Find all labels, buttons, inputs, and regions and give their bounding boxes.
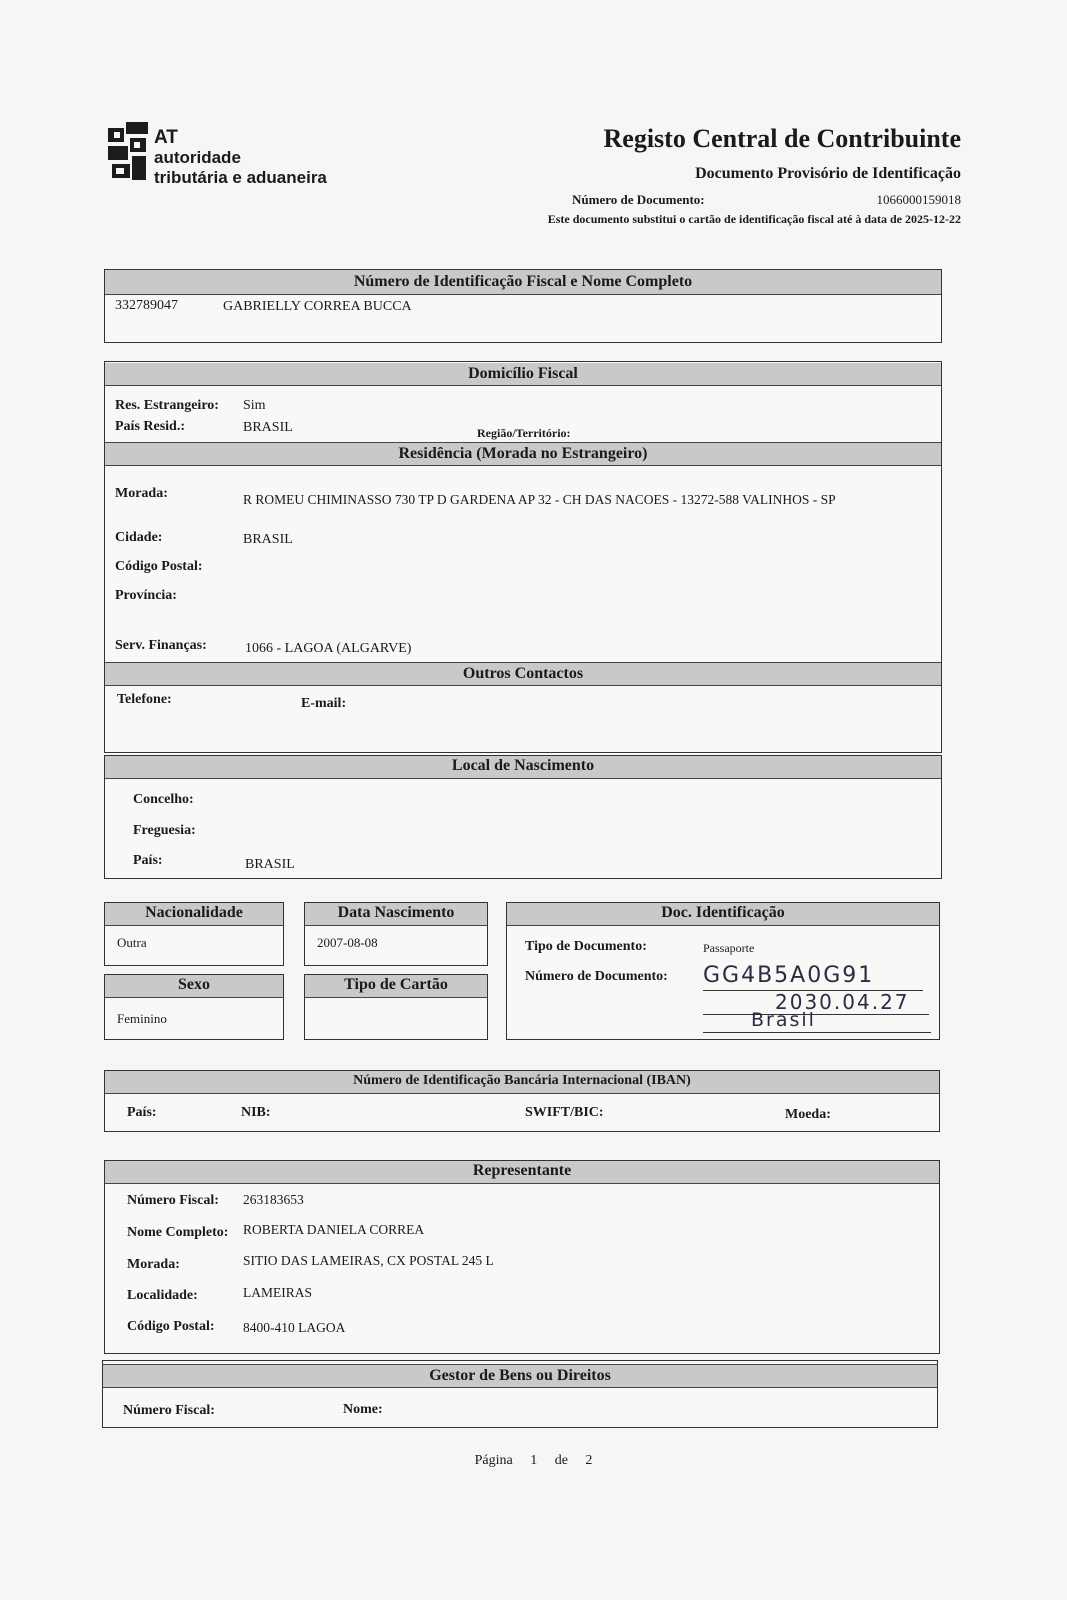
res-estrangeiro-label: Res. Estrangeiro: [115, 398, 219, 413]
logo-line-2: tributária e aduaneira [154, 168, 327, 187]
freguesia-label: Freguesia: [133, 823, 196, 838]
tipo-cartao-box [304, 974, 488, 1040]
pais-resid-label: País Resid.: [115, 419, 185, 434]
serv-financas-label: Serv. Finanças: [115, 638, 207, 653]
handwritten-expiry-date: 2030.04.27 [775, 990, 910, 1014]
nascimento-section [104, 755, 942, 879]
doc-number-label: Número de Documento: [572, 192, 705, 207]
nif-section-title: Número de Identificação Fiscal e Nome Completo [105, 270, 941, 295]
iban-title: Número de Identificação Bancária Internacional (IBAN) [105, 1071, 939, 1094]
email-label: E-mail: [301, 696, 347, 711]
cidade-value: BRASIL [243, 532, 293, 547]
sexo-title: Sexo [105, 975, 283, 998]
tipo-cartao-title: Tipo de Cartão [305, 975, 487, 998]
rep-morada-value: SITIO DAS LAMEIRAS, CX POSTAL 245 L [243, 1253, 494, 1268]
domicilio-section [104, 361, 942, 753]
handwritten-country: Brasil [751, 1009, 816, 1031]
iban-section [104, 1070, 940, 1132]
rep-morada-label: Morada: [127, 1257, 180, 1272]
rep-codigo-postal-label: Código Postal: [127, 1319, 215, 1334]
page-label: Página [474, 1453, 513, 1468]
representante-section [104, 1160, 940, 1354]
nif-value: 332789047 [115, 298, 178, 313]
morada-value: R ROMEU CHIMINASSO 730 TP D GARDENA AP 32 - CH DAS NACOES - 13272-588 VALINHOS - SP [243, 492, 836, 507]
telefone-label: Telefone: [117, 692, 172, 707]
res-estrangeiro-value: Sim [243, 398, 266, 413]
residencia-title: Residência (Morada no Estrangeiro) [105, 442, 941, 466]
pais-nascimento-label: País: [133, 853, 163, 868]
rep-nome-label: Nome Completo: [127, 1225, 229, 1240]
handwritten-document-number: GG4B5A0G91 [703, 963, 875, 988]
nacionalidade-title: Nacionalidade [105, 903, 283, 926]
provincia-label: Província: [115, 588, 177, 603]
document-title: Registo Central de Contribuinte [603, 124, 961, 153]
pais-resid-value: BRASIL [243, 420, 293, 435]
morada-label: Morada: [115, 486, 168, 501]
page-footer [0, 1453, 1067, 1469]
cidade-label: Cidade: [115, 530, 163, 545]
document-subtitle: Documento Provisório de Identificação [695, 165, 961, 182]
tipo-documento-value: Passaporte [703, 941, 755, 955]
doc-identificacao-title: Doc. Identificação [507, 903, 939, 926]
pais-nascimento-value: BRASIL [245, 857, 295, 872]
gestor-nome-label: Nome: [343, 1402, 383, 1417]
validity-note: Este documento substitui o cartão de identificação fiscal até à data de 2025-12-22 [547, 212, 961, 226]
domicilio-title: Domicílio Fiscal [105, 363, 941, 386]
concelho-label: Concelho: [133, 792, 194, 807]
sexo-value: Feminino [117, 1011, 167, 1026]
signature-line-3 [703, 1032, 931, 1033]
data-nascimento-box [304, 902, 488, 966]
numero-documento-label: Número de Documento: [525, 969, 668, 984]
data-nascimento-title: Data Nascimento [305, 903, 487, 926]
representante-title: Representante [105, 1161, 939, 1184]
page-number: 1 [530, 1453, 538, 1468]
rep-localidade-value: LAMEIRAS [243, 1285, 313, 1300]
full-name-value: GABRIELLY CORREA BUCCA [223, 299, 412, 314]
nacionalidade-box [104, 902, 284, 966]
logo-at-text: AT [154, 127, 178, 148]
nif-section [104, 269, 942, 343]
page-total: 2 [585, 1453, 593, 1468]
rep-codigo-postal-value: 8400-410 LAGOA [243, 1320, 346, 1335]
swift-label: SWIFT/BIC: [525, 1105, 604, 1120]
doc-identificacao-box [506, 902, 940, 1040]
serv-financas-value: 1066 - LAGOA (ALGARVE) [245, 641, 412, 656]
codigo-postal-label: Código Postal: [115, 559, 203, 574]
doc-number-value: 1066000159018 [876, 192, 961, 207]
rep-nif-value: 263183653 [243, 1192, 304, 1207]
gestor-nif-label: Número Fiscal: [123, 1403, 215, 1418]
at-logo-icon [108, 122, 152, 184]
moeda-label: Moeda: [785, 1107, 831, 1122]
nib-label: NIB: [241, 1105, 271, 1120]
regiao-label: Região/Território: [477, 426, 571, 440]
gestor-section [102, 1360, 938, 1428]
nacionalidade-value: Outra [117, 935, 147, 950]
iban-pais-label: País: [127, 1105, 157, 1120]
nascimento-title: Local de Nascimento [105, 756, 941, 779]
gestor-title: Gestor de Bens ou Direitos [103, 1364, 937, 1388]
logo-line-1: autoridade [154, 148, 241, 167]
contactos-title: Outros Contactos [105, 662, 941, 686]
rep-localidade-label: Localidade: [127, 1288, 198, 1303]
data-nascimento-value: 2007-08-08 [317, 935, 378, 950]
tipo-documento-label: Tipo de Documento: [525, 939, 647, 954]
signature-line-2 [703, 1014, 929, 1015]
page-of-label: de [554, 1453, 568, 1468]
rep-nif-label: Número Fiscal: [127, 1193, 219, 1208]
rep-nome-value: ROBERTA DANIELA CORREA [243, 1222, 425, 1237]
sexo-box [104, 974, 284, 1040]
